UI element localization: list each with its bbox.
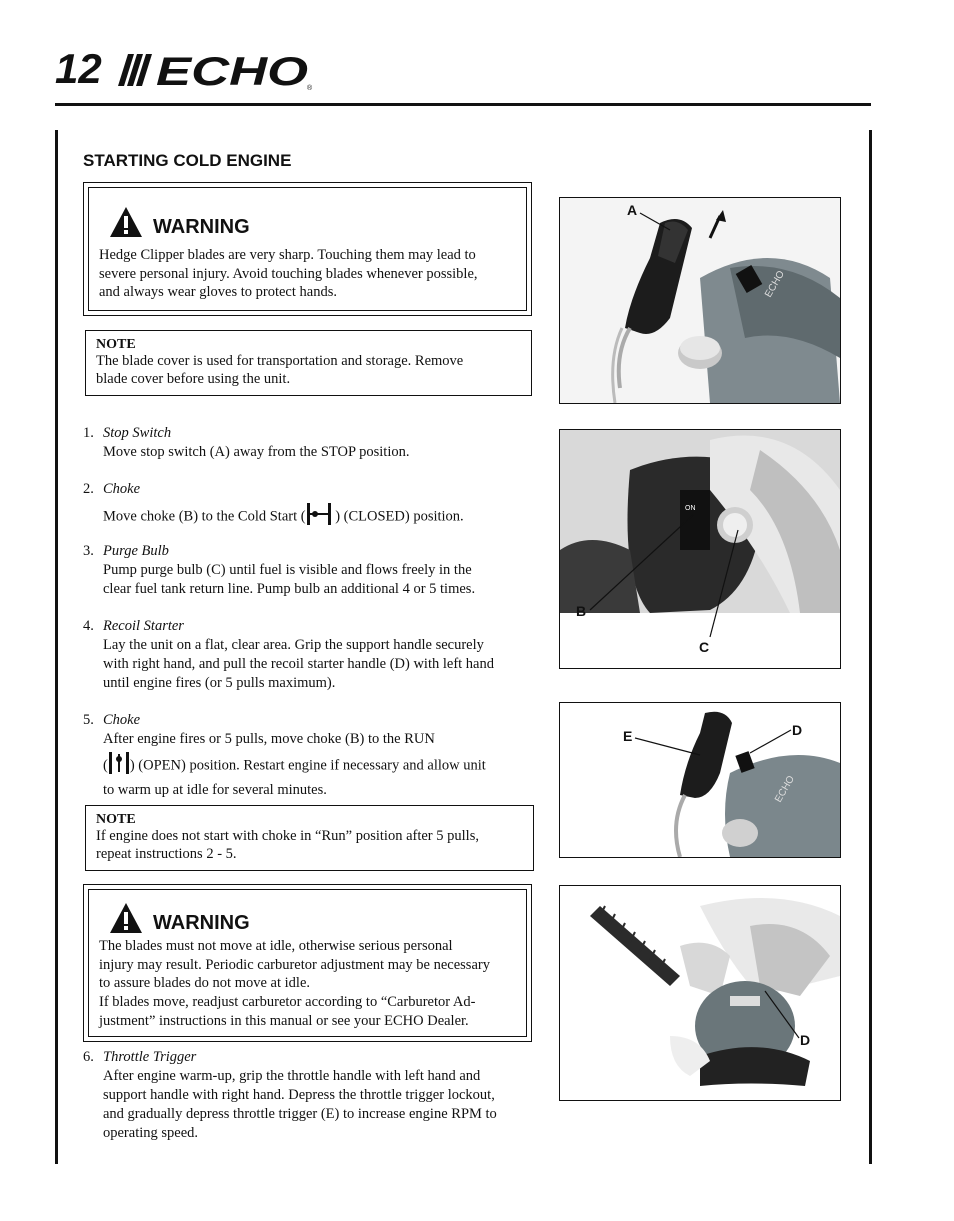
- step-text: After engine warm-up, grip the throttle handle with left hand and: [103, 1068, 481, 1084]
- callout-label-b: B: [576, 603, 587, 619]
- callout-label-c: C: [699, 639, 710, 655]
- step-text: and gradually depress throttle trigger (E) to increase engine RPM to: [103, 1106, 497, 1122]
- carburetor-photo: [560, 430, 840, 668]
- hedge-clipper-photo: [560, 886, 840, 1100]
- svg-text:®: ®: [307, 85, 313, 92]
- warning-line: The blades must not move at idle, otherwise serious personal: [99, 938, 453, 954]
- svg-text:ON: ON: [685, 505, 696, 512]
- warning-label: WARNING: [153, 912, 250, 934]
- step-title: Throttle Trigger: [103, 1049, 197, 1065]
- note-box-blade-cover: [85, 330, 532, 396]
- warning-label: WARNING: [153, 216, 250, 238]
- step-text: clear fuel tank return line. Pump bulb an additional 4 or 5 times.: [103, 581, 476, 597]
- step-text: Pump purge bulb (C) until fuel is visible and flows freely in the: [103, 562, 472, 578]
- step-title: Choke: [103, 481, 141, 497]
- step-number: 3.: [83, 543, 94, 559]
- choke-closed-icon: [306, 502, 332, 532]
- warning-text: [99, 246, 518, 302]
- warning-line: justment” instructions in this manual or see your ECHO Dealer.: [99, 1012, 469, 1029]
- step-stop-switch: [83, 424, 533, 464]
- step-title: Purge Bulb: [103, 543, 169, 559]
- header-rule: [55, 103, 871, 106]
- step-choke-closed: [83, 480, 533, 530]
- step-number: 1.: [83, 425, 94, 441]
- warning-header: [109, 898, 250, 934]
- left-margin-rule: [55, 130, 58, 1164]
- step-number: 6.: [83, 1049, 94, 1065]
- step-purge-bulb: [83, 542, 533, 602]
- svg-text:ECHO: ECHO: [763, 268, 788, 300]
- echo-logo: [118, 48, 318, 92]
- warning-text: [99, 937, 518, 1031]
- step-text: until engine fires (or 5 pulls maximum).: [103, 675, 336, 691]
- callout-label-d-bottom: D: [800, 1032, 811, 1048]
- page-number: 12: [55, 45, 102, 92]
- figure-stop-switch: [559, 197, 841, 404]
- warning-line: Hedge Clipper blades are very sharp. Touching them may lead to: [99, 247, 476, 263]
- warning-box-blades-idle: [83, 884, 532, 1042]
- step-text-part: (: [103, 757, 108, 774]
- warning-box-blades-sharp: [83, 182, 532, 316]
- note-box-choke-run: [85, 805, 534, 871]
- warning-triangle-icon: [109, 902, 143, 934]
- section-title: STARTING COLD ENGINE: [83, 151, 292, 170]
- step-text-part: Move choke (B) to the Cold Start (: [103, 508, 306, 525]
- warning-line: severe personal injury. Avoid touching blades whenever possible,: [99, 265, 478, 282]
- warning-line: and always wear gloves to protect hands.: [99, 284, 337, 301]
- warning-header: [109, 202, 250, 238]
- step-throttle-trigger: [83, 1048, 533, 1148]
- step-recoil-starter: [83, 617, 533, 697]
- svg-text:ECHO: ECHO: [773, 773, 798, 805]
- note-text: [96, 828, 525, 863]
- warning-line: If blades move, readjust carburetor according to “Carburetor Ad-: [99, 994, 476, 1011]
- warning-line: to assure blades do not move at idle.: [99, 975, 311, 992]
- step-text: Lay the unit on a flat, clear area. Grip the support handle securely: [103, 637, 484, 653]
- callout-label-d: D: [792, 722, 803, 738]
- note-line: If engine does not start with choke in “Run” position after 5 pulls,: [96, 828, 479, 844]
- note-text: [96, 353, 523, 388]
- step-text: to warm up at idle for several minutes.: [103, 782, 327, 798]
- step-text: After engine fires or 5 pulls, move choke (B) to the RUN: [103, 731, 435, 747]
- step-title: Recoil Starter: [103, 618, 184, 634]
- callout-label-e: E: [623, 728, 633, 744]
- step-choke-open: [83, 711, 533, 796]
- step-text: support handle with right hand. Depress the throttle trigger lockout,: [103, 1087, 495, 1103]
- figure-recoil-starter: [559, 702, 841, 858]
- note-title: NOTE: [96, 812, 136, 827]
- figure-throttle-trigger: [559, 885, 841, 1101]
- step-text: [103, 751, 533, 781]
- note-line: repeat instructions 2 - 5.: [96, 845, 237, 862]
- right-margin-rule: [869, 130, 872, 1164]
- step-number: 2.: [83, 481, 94, 497]
- step-text: with right hand, and pull the recoil starter handle (D) with left hand: [103, 656, 494, 672]
- stop-switch-photo: [560, 198, 840, 403]
- note-title: NOTE: [96, 337, 136, 352]
- warning-triangle-icon: [109, 206, 143, 238]
- step-number: 4.: [83, 618, 94, 634]
- step-title: Choke: [103, 712, 141, 728]
- step-number: 5.: [83, 712, 94, 728]
- step-text: [103, 502, 533, 532]
- step-text-part: ) (CLOSED) position.: [331, 508, 464, 525]
- warning-line: injury may result. Periodic carburetor adjustment may be necessary: [99, 956, 490, 973]
- figure-choke-purge-bulb: [559, 429, 841, 669]
- step-text: operating speed.: [103, 1125, 199, 1141]
- svg-text:ECHO: ECHO: [156, 50, 308, 92]
- step-text-part: ) (OPEN) position. Restart engine if necessary and allow unit: [129, 757, 486, 774]
- callout-label-a: A: [627, 202, 638, 218]
- note-line: The blade cover is used for transportation and storage. Remove: [96, 353, 464, 369]
- step-text: Move stop switch (A) away from the STOP position.: [103, 444, 410, 460]
- step-title: Stop Switch: [103, 425, 172, 441]
- note-line: blade cover before using the unit.: [96, 370, 291, 387]
- choke-open-icon: [108, 751, 130, 781]
